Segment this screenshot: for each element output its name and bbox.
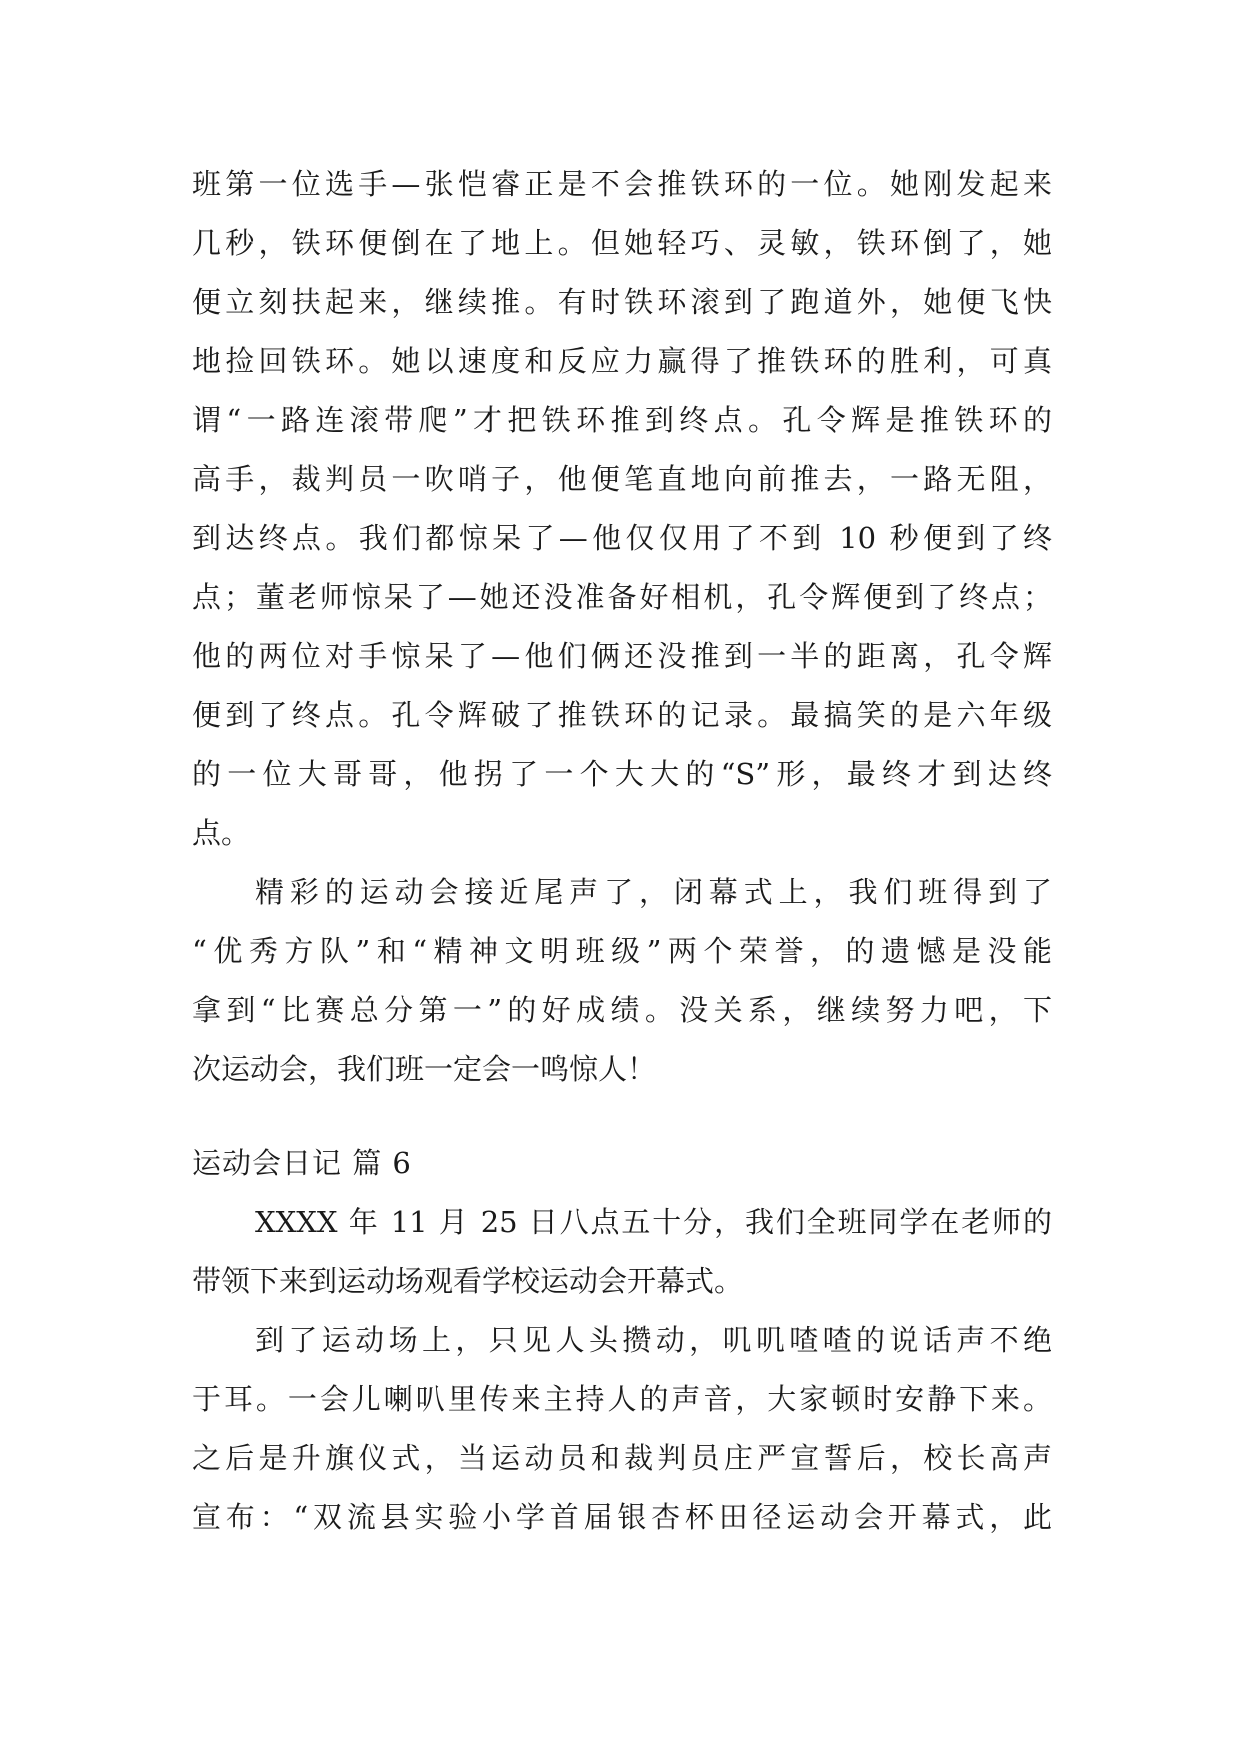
paragraph-line: 谓“一路连滚带爬”才把铁环推到终点。孔令辉是推铁环的 [192, 403, 1052, 437]
paragraph-line: 到了运动场上，只见人头攒动，叽叽喳喳的说话声不绝 [255, 1323, 1052, 1357]
paragraph-line: 班第一位选手—张恺睿正是不会推铁环的一位。她刚发起来 [192, 167, 1052, 201]
paragraph-line: 地捡回铁环。她以速度和反应力赢得了推铁环的胜利，可真 [192, 344, 1052, 378]
paragraph-line: “优秀方队”和“精神文明班级”两个荣誉，的遗憾是没能 [192, 934, 1052, 968]
paragraph-line: 之后是升旗仪式，当运动员和裁判员庄严宣誓后，校长高声 [192, 1441, 1052, 1475]
paragraph-line: 高手，裁判员一吹哨子，他便笔直地向前推去，一路无阻， [192, 462, 1052, 496]
paragraph-line: 便立刻扶起来，继续推。有时铁环滚到了跑道外，她便飞快 [192, 285, 1052, 319]
paragraph-line: 他的两位对手惊呆了—他们俩还没推到一半的距离，孔令辉 [192, 639, 1052, 673]
paragraph-line: 精彩的运动会接近尾声了，闭幕式上，我们班得到了 [255, 875, 1052, 909]
paragraph-line: 次运动会，我们班一定会一鸣惊人！ [192, 1052, 657, 1086]
paragraph-line: 到达终点。我们都惊呆了—他仅仅用了不到 10 秒便到了终 [192, 521, 1052, 555]
paragraph-line: 点。 [192, 816, 251, 850]
paragraph-line: 点；董老师惊呆了—她还没准备好相机，孔令辉便到了终点； [192, 580, 1052, 614]
paragraph-line: XXXX 年 11 月 25 日八点五十分，我们全班同学在老师的 [255, 1205, 1052, 1239]
paragraph-line: 带领下来到运动场观看学校运动会开幕式。 [192, 1264, 744, 1298]
paragraph-line: 几秒，铁环便倒在了地上。但她轻巧、灵敏，铁环倒了，她 [192, 226, 1052, 260]
paragraph-line: 便到了终点。孔令辉破了推铁环的记录。最搞笑的是六年级 [192, 698, 1052, 732]
paragraph-line: 的一位大哥哥，他拐了一个大大的“S”形，最终才到达终 [192, 757, 1052, 791]
paragraph-line: 拿到“比赛总分第一”的好成绩。没关系，继续努力吧，下 [192, 993, 1052, 1027]
paragraph-line: 宣布：“双流县实验小学首届银杏杯田径运动会开幕式，此 [192, 1500, 1052, 1534]
section-heading: 运动会日记 篇 6 [192, 1146, 412, 1180]
paragraph-line: 于耳。一会儿喇叭里传来主持人的声音，大家顿时安静下来。 [192, 1382, 1052, 1416]
